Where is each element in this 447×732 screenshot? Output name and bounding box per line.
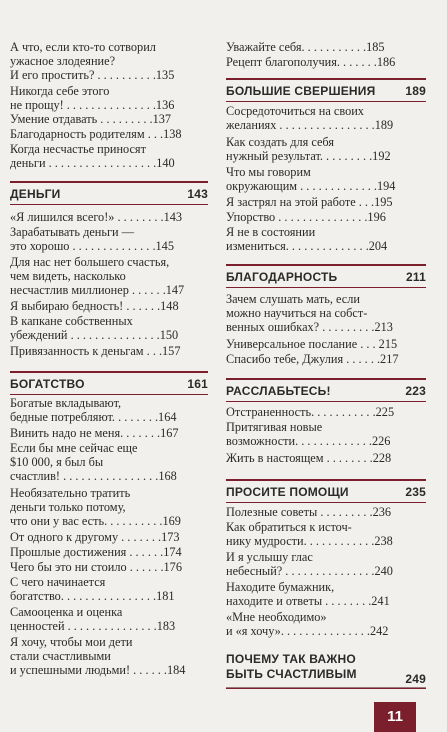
- toc-entry: [10, 112, 208, 126]
- section-title: ПРОСИТЕ ПОМОЩИ: [226, 485, 349, 499]
- toc-entry: [226, 104, 426, 132]
- toc-entry: [226, 420, 426, 448]
- toc-entry: [10, 545, 208, 559]
- toc-entry: [226, 210, 426, 224]
- toc-section-heading: [226, 264, 426, 288]
- toc-entry: [10, 255, 208, 297]
- toc-entry: [10, 299, 208, 313]
- toc-entry: [10, 84, 208, 112]
- toc-entry-text: Богатые вкладывают, бедные потребляют. . . . . . . .164: [10, 396, 177, 424]
- toc-entry-text: Никогда себе этого не прощу! . . . . . . . . . . . . . . .136: [10, 84, 175, 112]
- toc-section-heading: [226, 652, 426, 689]
- section-page: 143: [187, 187, 208, 201]
- toc-entry: [226, 135, 426, 163]
- toc-entry: [10, 225, 208, 253]
- toc-entry: [226, 225, 426, 253]
- toc-entry: [226, 505, 426, 519]
- section-page: 189: [405, 84, 426, 98]
- toc-entry: [10, 605, 208, 633]
- toc-entry-text: Отстраненность. . . . . . . . . . .225: [226, 405, 395, 419]
- section-title: БЛАГОДАРНОСТЬ: [226, 270, 338, 284]
- section-title: РАССЛАБЬТЕСЬ!: [226, 384, 331, 398]
- toc-entry-text: Зарабатывать деньги — это хорошо . . . . . . . . . . . . . .145: [10, 225, 174, 253]
- page-number-badge: 11: [374, 702, 416, 732]
- toc-entry-text: Благодарность родителям . . .138: [10, 127, 182, 141]
- toc-entry-text: Для нас нет большего счастья, чем видеть, насколько несчастлив миллионер . . . . . .147: [10, 255, 185, 297]
- toc-entry-text: Находите бумажник, находите и ответы . . . . . . . .241: [226, 580, 390, 608]
- toc-entry: [226, 352, 426, 366]
- toc-entry-text: Я застрял на этой работе . . .195: [226, 195, 393, 209]
- toc-entry-text: Винить надо не меня. . . . . . .167: [10, 426, 179, 440]
- toc-entry-text: С чего начинается богатство. . . . . . . . . . . . . . . .181: [10, 575, 175, 603]
- toc-entry: [226, 40, 426, 54]
- toc-section-heading: [10, 181, 208, 205]
- toc-entry-text: Умение отдавать . . . . . . . . .137: [10, 112, 172, 126]
- toc-entry: [226, 405, 426, 419]
- section-page: 249: [405, 672, 426, 686]
- toc-entry-text: Полезные советы . . . . . . . . .236: [226, 505, 392, 519]
- toc-entry-text: Привязанность к деньгам . . .157: [10, 344, 181, 358]
- toc-entry-text: А что, если кто-то сотворил ужасное злодеяние? И его простить? . . . . . . . . . .135: [10, 40, 175, 82]
- toc-entry-text: Рецепт благополучия. . . . . . .186: [226, 55, 396, 69]
- section-title: БОГАТСТВО: [10, 377, 85, 391]
- toc-entry: [10, 560, 208, 574]
- toc-entry-text: «Мне необходимо» и «я хочу». . . . . . . . . . . . . . .242: [226, 610, 389, 638]
- toc-entry: [226, 580, 426, 608]
- toc-entry: [226, 451, 426, 465]
- toc-entry: [10, 314, 208, 342]
- section-page: 161: [187, 377, 208, 391]
- toc-entry: [10, 530, 208, 544]
- toc-entry-text: Я не в состоянии измениться. . . . . . . . . . . . . .204: [226, 225, 388, 253]
- toc-section-heading: [10, 371, 208, 395]
- toc-entry: [226, 165, 426, 193]
- toc-entry-text: В капкане собственных убеждений . . . . . . . . . . . . . . .150: [10, 314, 179, 342]
- section-page: 223: [405, 384, 426, 398]
- toc-entry: [10, 486, 208, 528]
- section-title: ПОЧЕМУ ТАК ВАЖНО БЫТЬ СЧАСТЛИВЫМ: [226, 652, 357, 681]
- section-page: 235: [405, 485, 426, 499]
- toc-entry: [226, 292, 426, 334]
- toc-entry: [226, 55, 426, 69]
- toc-entry: [10, 396, 208, 424]
- toc-entry: [10, 441, 208, 483]
- toc-entry-text: Я выбираю бедность! . . . . . .148: [10, 299, 179, 313]
- toc-entry: [10, 426, 208, 440]
- section-title: БОЛЬШИЕ СВЕРШЕНИЯ: [226, 84, 376, 98]
- section-page: 211: [406, 270, 426, 284]
- toc-entry: [10, 635, 208, 677]
- toc-entry-text: Прошлые достижения . . . . . .174: [10, 545, 182, 559]
- toc-entry-text: Универсальное послание . . . 215: [226, 337, 398, 351]
- toc-entry-text: Что мы говорим окружающим . . . . . . . . . . . . .194: [226, 165, 396, 193]
- toc-entry: [226, 195, 426, 209]
- toc-entry: [226, 550, 426, 578]
- toc-entry-text: Необязательно тратить деньги только потому, что они у вас есть. . . . . . . . . .169: [10, 486, 181, 528]
- toc-entry: [226, 610, 426, 638]
- toc-entry-text: Упорство . . . . . . . . . . . . . . .196: [226, 210, 386, 224]
- toc-entry-text: Если бы мне сейчас еще $10 000, я был бы счастлив! . . . . . . . . . . . . . . . .168: [10, 441, 177, 483]
- toc-entry: [10, 127, 208, 141]
- toc-entry-text: «Я лишился всего!» . . . . . . . .143: [10, 210, 183, 224]
- toc-section-heading: [226, 378, 426, 402]
- toc-entry-text: Сосредоточиться на своих желаниях . . . . . . . . . . . . . . . .189: [226, 104, 394, 132]
- toc-entry: [226, 520, 426, 548]
- toc-section-heading: [226, 479, 426, 503]
- toc-entry-text: Жить в настоящем . . . . . . . .228: [226, 451, 392, 465]
- toc-entry: [10, 142, 208, 170]
- section-title: ДЕНЬГИ: [10, 187, 61, 201]
- toc-entry: [10, 344, 208, 358]
- toc-entry-text: Зачем слушать мать, если можно научиться на собст- венных ошибках? . . . . . . . . .213: [226, 292, 393, 334]
- toc-entry: [10, 575, 208, 603]
- toc-entry: [226, 337, 426, 351]
- toc-entry-text: Самооценка и оценка ценностей . . . . . . . . . . . . . . .183: [10, 605, 176, 633]
- toc-entry-text: Уважайте себя. . . . . . . . . . .185: [226, 40, 385, 54]
- toc-section-heading: [226, 78, 426, 102]
- toc-entry-text: Как обратиться к источ- нику мудрости. . . . . . . . . . . .238: [226, 520, 393, 548]
- toc-entry-text: Спасибо тебе, Джулия . . . . . .217: [226, 352, 399, 366]
- toc-entry-text: Я хочу, чтобы мои дети стали счастливыми и успешными людьми! . . . . . .184: [10, 635, 186, 677]
- toc-entry-text: Как создать для себя нужный результат. . . . . . . . .192: [226, 135, 391, 163]
- toc-entry-text: И я услышу глас небесный? . . . . . . . . . . . . . . .240: [226, 550, 393, 578]
- toc-entry-text: Притягивая новые возможности. . . . . . . . . . . . .226: [226, 420, 391, 448]
- toc-entry-text: Когда несчастье приносят деньги . . . . . . . . . . . . . . . . . .140: [10, 142, 175, 170]
- toc-entry-text: Чего бы это ни стоило . . . . . .176: [10, 560, 182, 574]
- toc-entry: [10, 40, 208, 82]
- toc-entry-text: От одного к другому . . . . . . .173: [10, 530, 180, 544]
- toc-entry: [10, 210, 208, 224]
